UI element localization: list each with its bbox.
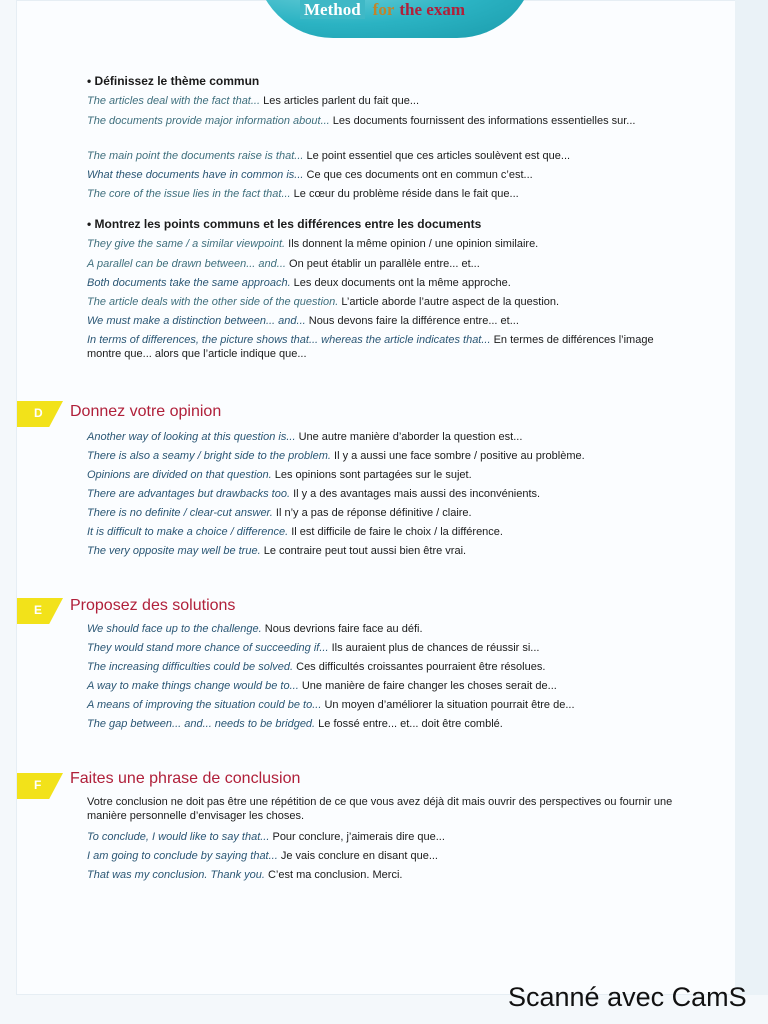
differences-line: In terms of differences, the picture shows that... whereas the article indicates that... En termes de différences l’image montre que... alors que l’article indique que... (87, 334, 654, 360)
header-title (300, 0, 465, 22)
section-f-line: To conclude, I would like to say that... Pour conclure, j’aimerais dire que... (87, 831, 445, 843)
differences-line: Both documents take the same approach. Les deux documents ont la même approche. (87, 277, 511, 289)
section-d-letter: D (34, 406, 43, 420)
differences-line: The article deals with the other side of the question. L’article aborde l’autre aspect de la question. (87, 296, 560, 308)
scan-watermark: Scanné avec CamS (508, 982, 747, 1012)
section-e-line: A way to make things change would be to... Une manière de faire changer les choses serait de... (87, 680, 557, 692)
section-e-title: Proposez des solutions (70, 597, 236, 614)
common-line: The articles deal with the fact that... Les articles parlent du fait que... (87, 95, 420, 107)
common-line: The main point the documents raise is that... Le point essentiel que ces articles soulèvent est que... (87, 150, 571, 162)
header-for: for (372, 0, 395, 19)
section-e-letter: E (34, 603, 43, 617)
section-d-line: Another way of looking at this question is... Une autre manière d’aborder la question est... (87, 431, 523, 443)
section-f-line: That was my conclusion. Thank you. C’est ma conclusion. Merci. (87, 869, 403, 881)
section-f-title: Faites une phrase de conclusion (70, 770, 301, 787)
section-d-line: It is difficult to make a choice / difference. Il est difficile de faire le choix / la différence. (87, 526, 503, 538)
section-d-line: There are advantages but drawbacks too. Il y a des avantages mais aussi des inconvénients. (87, 488, 541, 500)
differences-title: • Montrez les points communs et les différences entre les documents (87, 217, 482, 231)
section-f-letter: F (34, 778, 42, 792)
section-e-line: We should face up to the challenge. Nous devrions faire face au défi. (87, 623, 423, 635)
differences-line: A parallel can be drawn between... and... On peut établir un parallèle entre... et... (87, 258, 480, 270)
section-e-line: They would stand more chance of succeeding if... Ils auraient plus de chances de réussir si... (87, 642, 540, 654)
section-d-line: There is also a seamy / bright side to the problem. Il y a aussi une face sombre / positive au problème. (87, 450, 585, 462)
section-d-line: There is no definite / clear-cut answer. Il n’y a pas de réponse définitive / claire. (87, 507, 472, 519)
section-f-intro: Votre conclusion ne doit pas être une répétition de ce que vous avez déjà dit mais ouvrir des perspectives ou fournir une manière personnelle d’envisager les choses. (87, 796, 673, 822)
differences-line: We must make a distinction between... and... Nous devons faire la différence entre... et... (87, 315, 519, 327)
header-exam: the exam (399, 0, 466, 19)
section-e-line: A means of improving the situation could be to... Un moyen d’améliorer la situation pourrait être de... (87, 699, 575, 711)
section-e-line: The increasing difficulties could be solved. Ces difficultés croissantes pourraient être résolues. (87, 661, 546, 673)
page-edge (735, 0, 768, 995)
section-f-line: I am going to conclude by saying that... Je vais conclure en disant que... (87, 850, 438, 862)
section-d-line: The very opposite may well be true. Le contraire peut tout aussi bien être vrai. (87, 545, 467, 557)
differences-line: They give the same / a similar viewpoint. Ils donnent la même opinion / une opinion similaire. (87, 238, 539, 250)
header-method: Method (300, 0, 365, 19)
common-line: The core of the issue lies in the fact that... Le cœur du problème réside dans le fait que... (87, 188, 519, 200)
common-theme-title: • Définissez le thème commun (87, 74, 260, 88)
common-line: What these documents have in common is... Ce que ces documents ont en commun c’est... (87, 169, 533, 181)
common-line: The documents provide major information about... Les documents fournissent des informations essentielles sur... (87, 115, 636, 127)
section-d-title: Donnez votre opinion (70, 403, 222, 420)
section-d-line: Opinions are divided on that question. Les opinions sont partagées sur le sujet. (87, 469, 472, 481)
section-e-line: The gap between... and... needs to be bridged. Le fossé entre... et... doit être comblé. (87, 718, 503, 730)
